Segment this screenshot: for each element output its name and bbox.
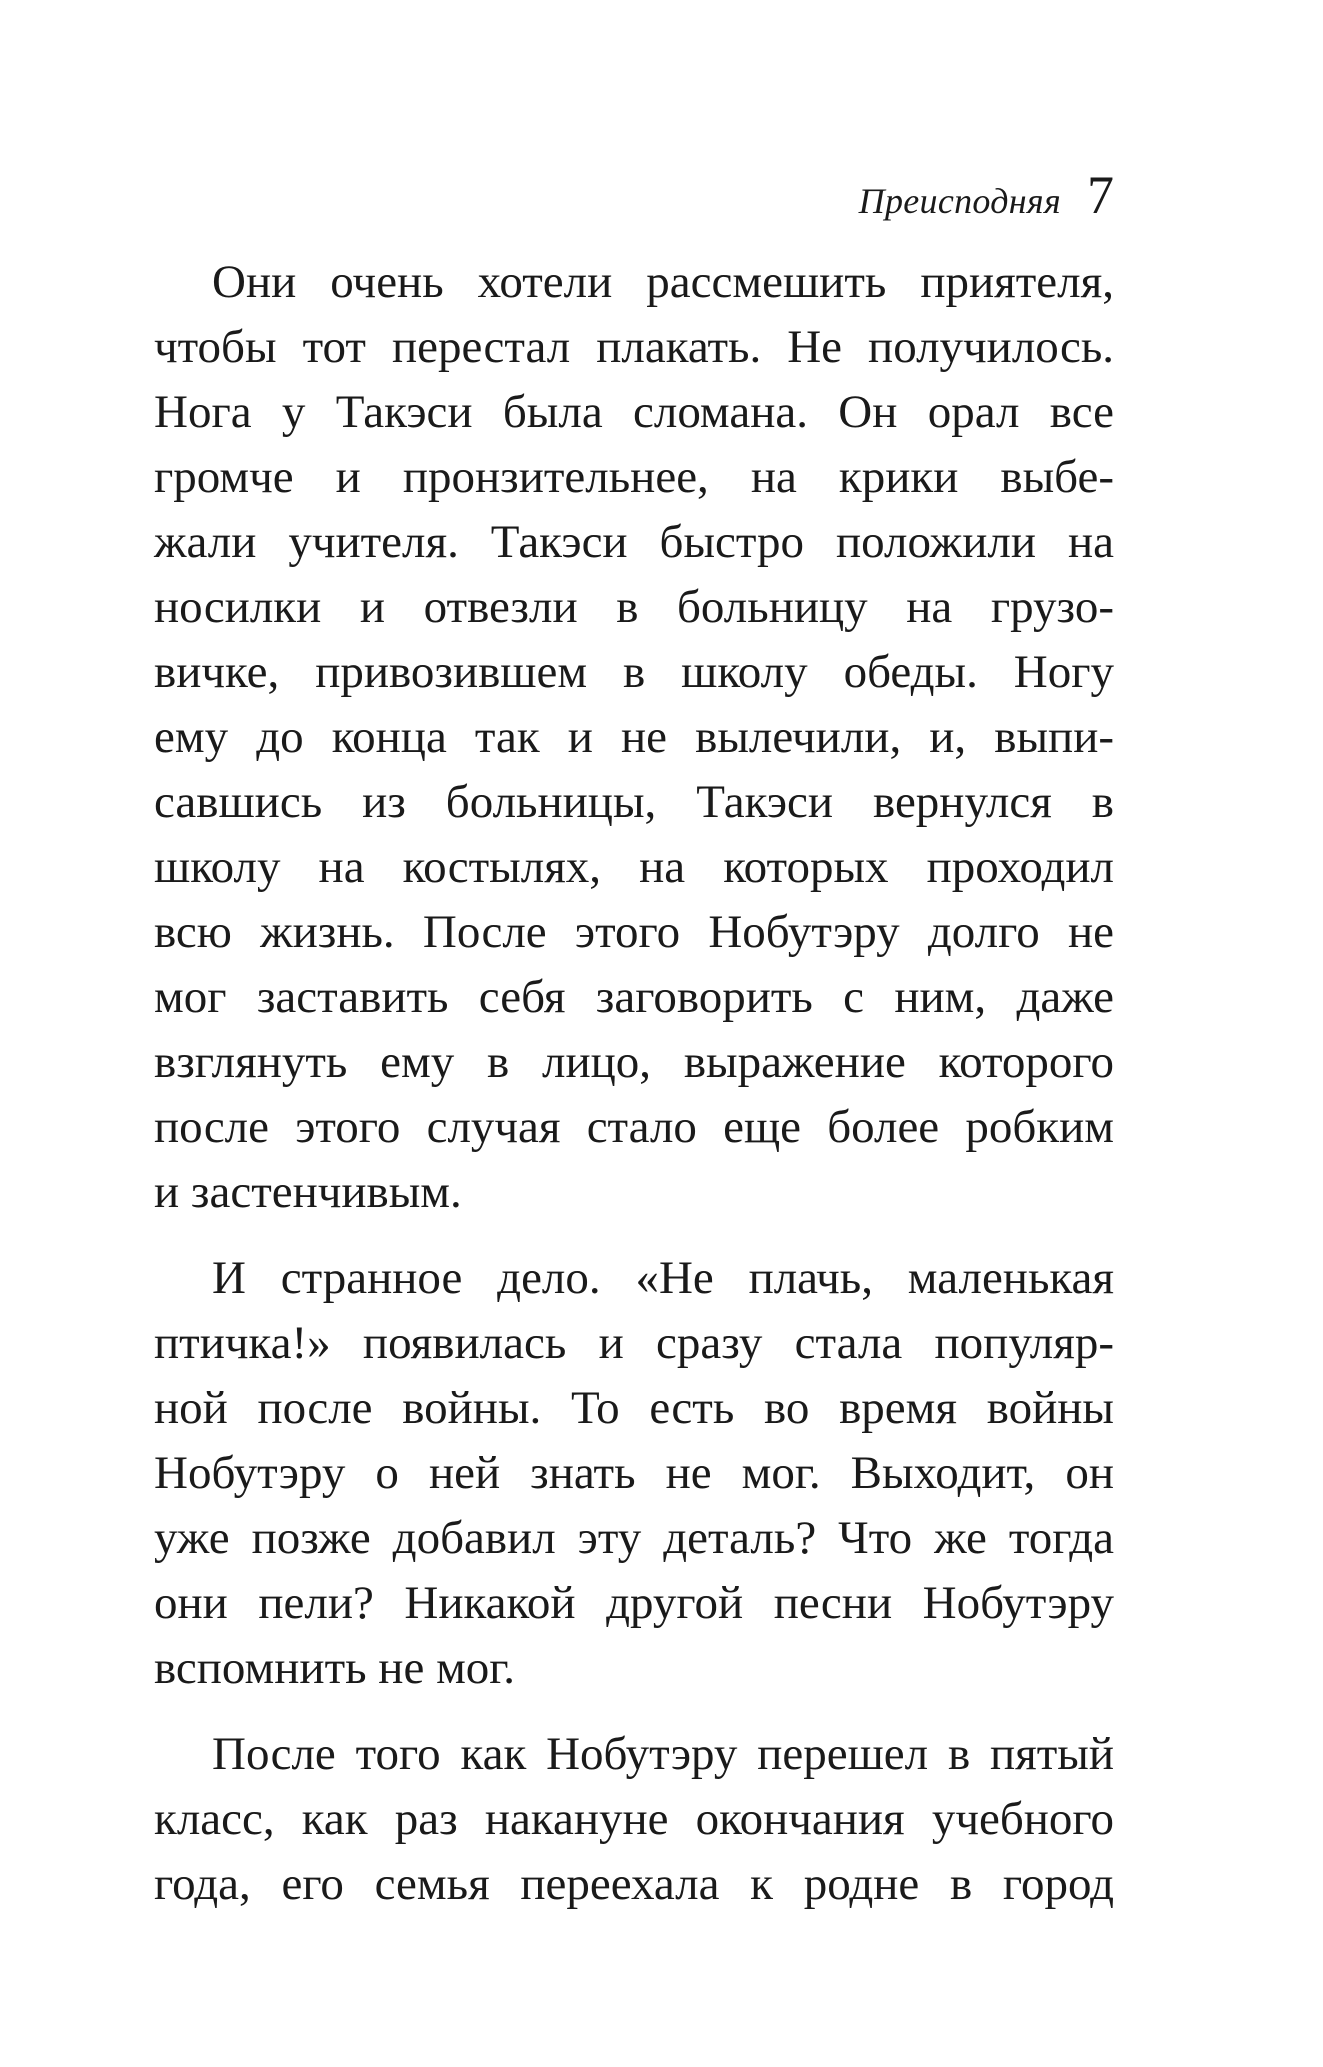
- text-line: птичка!» появилась и сразу стала популяр-: [154, 1317, 1114, 1369]
- text-line: чтобы тот перестал плакать. Не получилось.: [154, 321, 1114, 373]
- paragraph: [154, 1246, 1114, 1701]
- text-line: После того как Нобутэру перешел в пятый: [212, 1728, 1114, 1780]
- text-line: савшись из больницы, Такэси вернулся в: [154, 776, 1114, 828]
- text-line: ему до конца так и не вылечили, и, выпи-: [154, 711, 1114, 763]
- text-line: жали учителя. Такэси быстро положили на: [154, 516, 1114, 568]
- text-line: уже позже добавил эту деталь? Что же тогда: [154, 1512, 1114, 1564]
- text-line: школу на костылях, на которых проходил: [154, 841, 1114, 893]
- running-title: Преисподняя: [858, 181, 1061, 221]
- text-line: мог заставить себя заговорить с ним, даже: [154, 971, 1114, 1023]
- paragraph: [154, 250, 1114, 1225]
- text-line: Нога у Такэси была сломана. Он орал все: [154, 386, 1114, 438]
- text-line: они пели? Никакой другой песни Нобутэру: [154, 1577, 1114, 1629]
- paragraph-gap: [154, 1225, 1114, 1246]
- running-header: [154, 165, 1114, 228]
- page-number: 7: [1087, 165, 1114, 225]
- body-text: [154, 250, 1114, 1917]
- text-line: вспомнить не мог.: [154, 1642, 516, 1694]
- text-line: Они очень хотели рассмешить приятеля,: [212, 256, 1114, 308]
- text-line: взглянуть ему в лицо, выражение которого: [154, 1036, 1114, 1088]
- text-line: Нобутэру о ней знать не мог. Выходит, он: [154, 1447, 1114, 1499]
- text-line: всю жизнь. После этого Нобутэру долго не: [154, 906, 1114, 958]
- text-line: класс, как раз накануне окончания учебного: [154, 1793, 1114, 1845]
- text-line: И странное дело. «Не плачь, маленькая: [212, 1252, 1114, 1304]
- text-line: вичке, привозившем в школу обеды. Ногу: [154, 646, 1114, 698]
- text-line: года, его семья переехала к родне в город: [154, 1858, 1114, 1910]
- text-line: и застенчивым.: [154, 1166, 462, 1218]
- text-line: носилки и отвезли в больницу на грузо-: [154, 581, 1114, 633]
- text-line: громче и пронзительнее, на крики выбе-: [154, 451, 1114, 503]
- text-line: после этого случая стало еще более робким: [154, 1101, 1114, 1153]
- paragraph-gap: [154, 1701, 1114, 1722]
- text-line: ной после войны. То есть во время войны: [154, 1382, 1114, 1434]
- paragraph: [154, 1722, 1114, 1917]
